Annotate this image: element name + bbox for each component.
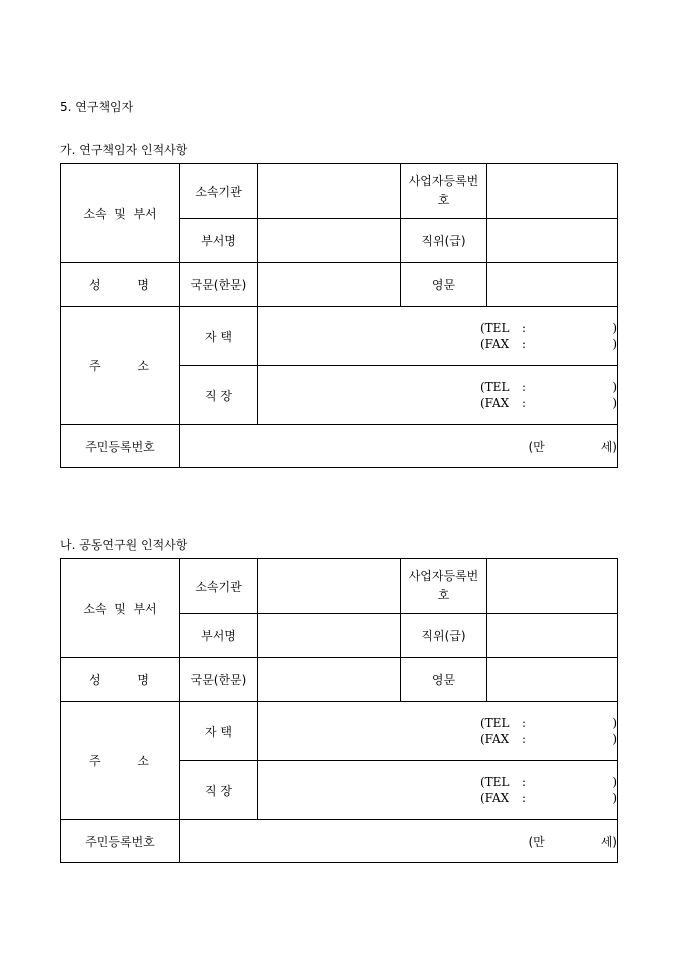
affiliation-label: 소속 및 부서 — [61, 164, 180, 263]
korean-name-label: 국문(한문) — [180, 263, 258, 307]
age-close: 세) — [600, 834, 617, 849]
form-heading-co-researcher: 나. 공동연구원 인적사항 — [60, 538, 188, 552]
business-reg-field[interactable] — [487, 164, 618, 219]
address-label: 주 소 — [61, 702, 180, 820]
tel-label: (TEL — [480, 716, 510, 730]
department-label: 부서명 — [180, 614, 258, 658]
position-label: 직위(급) — [401, 614, 487, 658]
id-number-field[interactable] — [180, 425, 618, 468]
fax-label: (FAX — [480, 732, 510, 746]
institution-field[interactable] — [258, 559, 401, 614]
position-field[interactable] — [487, 219, 618, 263]
english-name-label: 영문 — [401, 658, 487, 702]
id-number-label: 주민등록번호 — [61, 820, 180, 863]
id-number-field[interactable] — [180, 820, 618, 863]
korean-name-field[interactable] — [258, 263, 401, 307]
department-field[interactable] — [258, 219, 401, 263]
co-researcher-info-table — [60, 558, 618, 863]
age-open: (만 — [528, 439, 545, 454]
english-name-field[interactable] — [487, 263, 618, 307]
business-reg-field[interactable] — [487, 559, 618, 614]
fax-label: (FAX — [480, 337, 510, 351]
work-label: 직 장 — [180, 366, 258, 425]
home-label: 자 택 — [180, 307, 258, 366]
institution-label: 소속기관 — [180, 559, 258, 614]
researcher-info-table — [60, 163, 618, 468]
fax-label: (FAX — [480, 791, 510, 805]
institution-label: 소속기관 — [180, 164, 258, 219]
section-title: 5. 연구책임자 — [60, 100, 134, 114]
work-address-field[interactable]: (TEL : ) (FAX : ) — [258, 366, 618, 425]
korean-name-field[interactable] — [258, 658, 401, 702]
department-label: 부서명 — [180, 219, 258, 263]
institution-field[interactable] — [258, 164, 401, 219]
english-name-label: 영문 — [401, 263, 487, 307]
fax-label: (FAX — [480, 396, 510, 410]
home-label: 자 택 — [180, 702, 258, 761]
tel-label: (TEL — [480, 380, 510, 394]
tel-label: (TEL — [480, 775, 510, 789]
position-field[interactable] — [487, 614, 618, 658]
affiliation-label: 소속 및 부서 — [61, 559, 180, 658]
address-label: 주 소 — [61, 307, 180, 425]
tel-label: (TEL — [480, 321, 510, 335]
id-number-label: 주민등록번호 — [61, 425, 180, 468]
home-address-field[interactable]: (TEL : ) (FAX : ) — [258, 307, 618, 366]
form-heading-researcher: 가. 연구책임자 인적사항 — [60, 143, 188, 157]
work-label: 직 장 — [180, 761, 258, 820]
name-label: 성 명 — [61, 658, 180, 702]
department-field[interactable] — [258, 614, 401, 658]
business-reg-label: 사업자등록번 호 — [401, 164, 487, 219]
business-reg-label: 사업자등록번 호 — [401, 559, 487, 614]
age-open: (만 — [528, 834, 545, 849]
english-name-field[interactable] — [487, 658, 618, 702]
work-address-field[interactable]: (TEL : ) (FAX : ) — [258, 761, 618, 820]
position-label: 직위(급) — [401, 219, 487, 263]
korean-name-label: 국문(한문) — [180, 658, 258, 702]
home-address-field[interactable]: (TEL : ) (FAX : ) — [258, 702, 618, 761]
age-close: 세) — [600, 439, 617, 454]
name-label: 성 명 — [61, 263, 180, 307]
